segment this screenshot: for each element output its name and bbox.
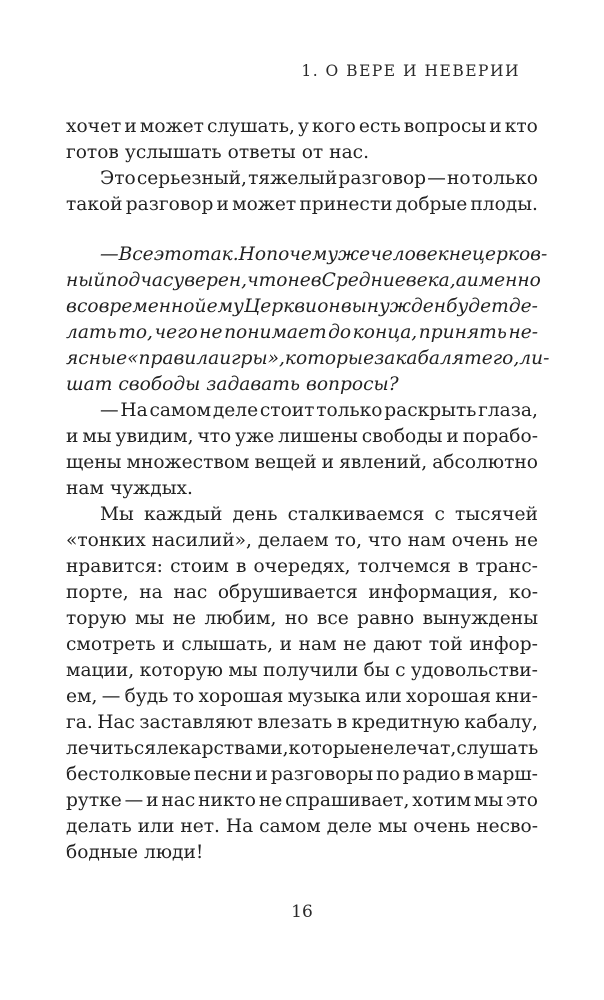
text-line: бестолковые песни и разговоры по радио в марш- [66, 764, 538, 785]
paragraph [66, 502, 538, 866]
text-line: такой разговор и может принести добрые плоды. [66, 194, 538, 215]
text-line: ем, — будь то хорошая музыка или хорошая кни- [66, 686, 538, 707]
text-line: Это серьезный, тяжелый разговор — но только [100, 168, 538, 189]
text-line: — Все это так. Но почему же человек нецерков- [100, 244, 548, 265]
text-line: ный подчас уверен, что не в Средние века, а именно [66, 270, 541, 291]
paragraph [66, 166, 538, 218]
running-head-chapter-title: 1. О ВЕРЕ И НЕВЕРИИ [301, 62, 520, 80]
text-line: лечиться лекарствами, которые не лечат, слушать [66, 738, 539, 759]
page-number: 16 [291, 902, 313, 922]
text-line: рутке — и нас никто не спрашивает, хотим мы это [66, 790, 538, 811]
text-line: «тонких насилий», делаем то, что нам очень не [66, 530, 538, 551]
text-line: порте, на нас обрушивается информация, ко- [66, 582, 538, 603]
text-line: шат свободы задавать вопросы? [66, 374, 399, 395]
text-line: в современной ему Церкви он вынужден будет де- [66, 296, 538, 317]
text-line: готов услышать ответы от нас. [66, 142, 369, 163]
text-line: торую мы не любим, но все равно вынуждены [66, 608, 538, 629]
text-line: — На самом деле стоит только раскрыть глаза, [100, 400, 538, 421]
text-line: смотреть и слышать, и нам не дают той инфор- [66, 634, 538, 655]
paragraph-continuation [66, 114, 538, 166]
text-line: бодные люди! [66, 842, 204, 863]
text-line: хочет и может слушать, у кого есть вопросы и кто [66, 116, 538, 137]
text-line: нам чуждых. [66, 478, 193, 499]
text-line: нравится: стоим в очередях, толчемся в транс- [66, 556, 538, 577]
text-line: мации, которую мы получили бы с удовольстви- [66, 660, 538, 681]
text-line: Мы каждый день сталкиваемся с тысячей [100, 504, 538, 525]
interview-question [66, 242, 550, 398]
text-line: щены множеством вещей и явлений, абсолютно [66, 452, 538, 473]
text-line: ясные «правила игры», которые закабалят его, ли- [66, 348, 550, 369]
text-line: га. Нас заставляют влезать в кредитную кабалу, [66, 712, 538, 733]
text-line: и мы увидим, что уже лишены свободы и порабо- [66, 426, 538, 447]
text-line: делать или нет. На самом деле мы очень несво- [66, 816, 538, 837]
interview-answer [66, 398, 538, 502]
text-line: лать то, чего не понимает до конца, принять не- [66, 322, 538, 343]
